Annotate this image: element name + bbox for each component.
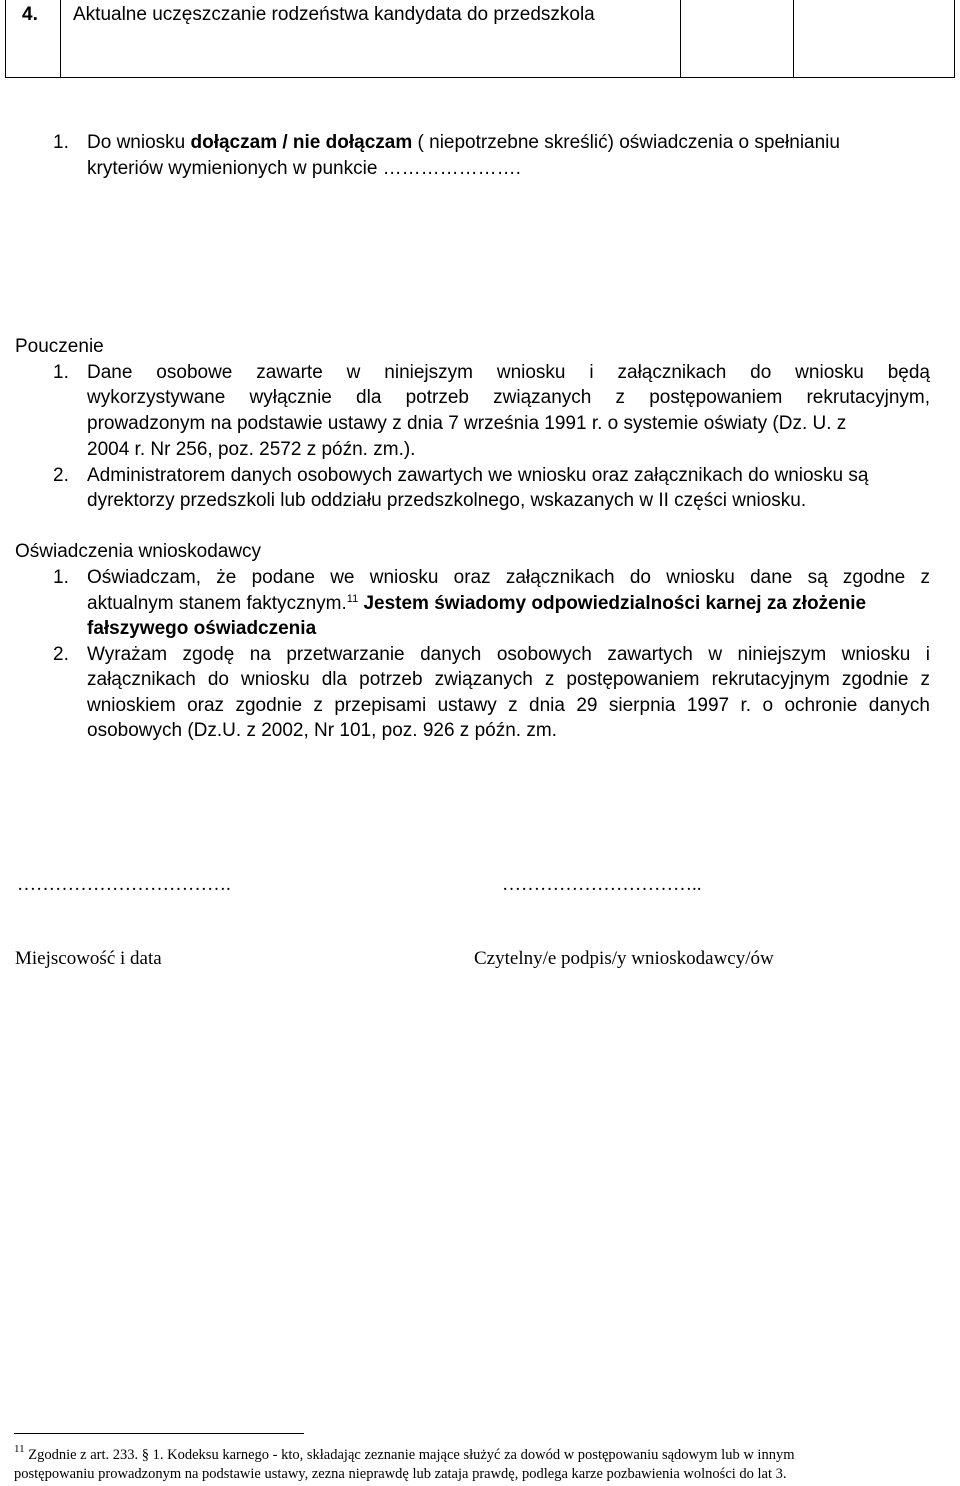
declaration-1-text: aktualnym stanem faktycznym.	[87, 593, 347, 614]
declaration-1-bold: Jestem świadomy odpowiedzialności karnej za złożenie	[358, 593, 867, 614]
declaration-2-line-4: osobowych (Dz.U. z 2002, Nr 101, poz. 926 z późn. zm.	[87, 720, 557, 741]
pouczenie-1-line-1: Dane osobowe zawarte w niniejszym wniosku i załącznikach do wniosku będą	[87, 362, 930, 383]
pouczenie-heading: Pouczenie	[15, 336, 104, 357]
declaration-1-line-3	[87, 618, 316, 640]
declaration-1-bold-2: fałszywego oświadczenia	[87, 618, 317, 639]
row-answer-cell-1[interactable]	[681, 0, 794, 77]
footnote-text-1: Zgodnie z art. 233. § 1. Kodeksu karnego - kto, składając zeznanie mające służyć za dowód w postępowaniu sądowym lub w innym	[24, 1447, 795, 1463]
row-description: Aktualne uczęszczanie rodzeństwa kandydata do przedszkola	[73, 4, 595, 25]
pouczenie-1-number: 1.	[53, 362, 69, 383]
row-number: 4.	[22, 4, 38, 25]
declaration-2-line-1: Wyrażam zgodę na przetwarzanie danych osobowych zawartych w niniejszym wniosku i	[87, 644, 930, 665]
declaration-1-line-2	[87, 593, 866, 615]
attachments-line-2: kryteriów wymienionych w punkcie ………………….	[87, 158, 521, 179]
pouczenie-2-line-1: Administratorem danych osobowych zawartych we wniosku oraz załącznikach do wniosku są	[87, 465, 869, 486]
criteria-table-row	[5, 0, 955, 78]
row-number-cell	[6, 0, 61, 77]
footnote-ref-mark: 11	[346, 593, 359, 605]
place-date-label: Miejscowość i data	[15, 948, 162, 969]
footnote-line-2: postępowaniu prowadzonym na podstawie ustawy, zezna nieprawdę lub zataja prawdę, podlega karze pozbawienia wolności do lat 3.	[14, 1466, 787, 1482]
attachments-line-1	[87, 132, 840, 154]
footnote-line-1	[14, 1443, 795, 1464]
declarations-heading: Oświadczenia wnioskodawcy	[15, 541, 262, 562]
declaration-2-number: 2.	[53, 644, 69, 665]
pouczenie-1-line-4: 2004 r. Nr 256, poz. 2572 z późn. zm.).	[87, 439, 416, 460]
footnote-separator	[14, 1433, 304, 1434]
pouczenie-2-line-2: dyrektorzy przedszkoli lub oddziału przedszkolnego, wskazanych w II części wniosku.	[87, 490, 807, 511]
signature-label: Czytelny/e podpis/y wnioskodawcy/ów	[474, 948, 774, 969]
row-description-cell	[61, 0, 681, 77]
pouczenie-1-line-3: prowadzonym na podstawie ustawy z dnia 7 września 1991 r. o systemie oświaty (Dz. U. z	[87, 413, 847, 434]
pouczenie-2-number: 2.	[53, 465, 69, 486]
signature-dots[interactable]: …………………………..	[502, 874, 702, 895]
attachments-bold-choice: dołączam / nie dołączam	[190, 132, 413, 153]
pouczenie-1-line-2: wykorzystywane wyłącznie dla potrzeb związanych z postępowaniem rekrutacyjnym,	[87, 387, 930, 408]
declaration-1-number: 1.	[53, 567, 69, 588]
place-date-dots[interactable]: …………………………….	[17, 874, 231, 895]
attachments-text-after: ( niepotrzebne skreślić) oświadczenia o spełnianiu	[412, 132, 840, 153]
attachments-number: 1.	[53, 132, 69, 153]
attachments-text-before: Do wniosku	[87, 132, 191, 153]
declaration-1-line-1: Oświadczam, że podane we wniosku oraz załącznikach do wniosku dane są zgodne z	[87, 567, 930, 588]
declaration-2-line-2: załącznikach do wniosku dla potrzeb związanych z postępowaniem rekrutacyjnym zgodnie z	[87, 669, 930, 690]
footnote-number: 11	[14, 1443, 25, 1455]
declaration-2-line-3: wnioskiem oraz zgodnie z przepisami ustawy z dnia 29 sierpnia 1997 r. o ochronie danych	[87, 695, 930, 716]
